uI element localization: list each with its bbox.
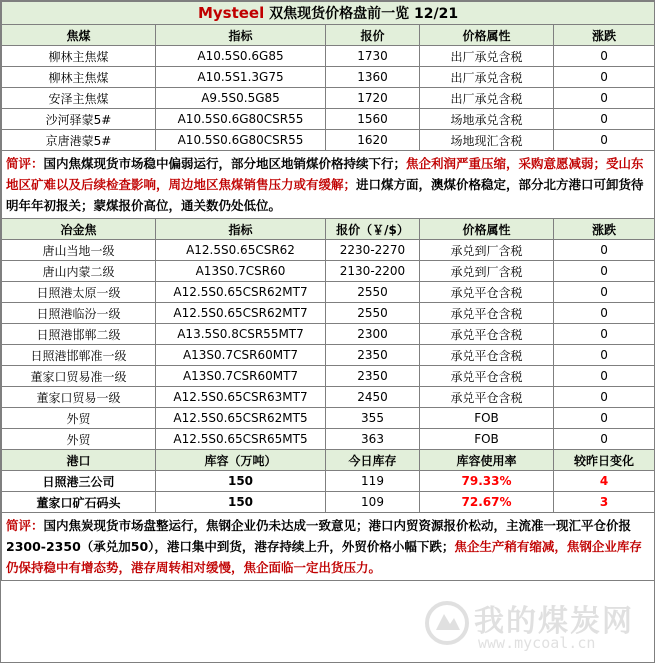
met-row [2, 261, 655, 282]
spec-cell: A13S0.7CSR60MT7 [156, 345, 326, 366]
port-header-stock: 今日库存 [326, 450, 420, 471]
usage-rate-cell: 72.67% [420, 492, 554, 513]
watermark-text: 我的煤炭网 [474, 604, 634, 639]
usage-rate-cell: 79.33% [420, 471, 554, 492]
met-row [2, 408, 655, 429]
port-header-capacity: 库容（万吨） [156, 450, 326, 471]
price-cell: 2550 [326, 282, 420, 303]
coke-header-change: 涨跌 [554, 25, 655, 46]
coke-name-cell: 唐山当地一级 [2, 240, 156, 261]
met-table-body [2, 240, 655, 450]
change-cell: 0 [554, 345, 655, 366]
watermark [416, 596, 636, 656]
price-cell: 1730 [326, 46, 420, 67]
port-name-cell: 日照港三公司 [2, 471, 156, 492]
port-header-name: 港口 [2, 450, 156, 471]
met-row [2, 345, 655, 366]
change-cell: 0 [554, 303, 655, 324]
spec-cell: A10.5S0.6G80CSR55 [156, 109, 326, 130]
price-terms-cell: 承兑平仓含税 [420, 324, 554, 345]
coke-header-row [2, 25, 655, 46]
coke-comment [2, 151, 655, 219]
met-comment [2, 513, 655, 581]
title-text: 双焦现货价格盘前一览 12/21 [264, 6, 459, 22]
price-terms-cell: FOB [420, 429, 554, 450]
coke-name-cell: 日照港太原一级 [2, 282, 156, 303]
coke-name-cell: 外贸 [2, 408, 156, 429]
change-cell: 0 [554, 408, 655, 429]
coke-row [2, 46, 655, 67]
met-comment-label: 简评： [6, 518, 44, 533]
coal-name-cell: 柳林主焦煤 [2, 67, 156, 88]
coal-name-cell: 沙河驿蒙5# [2, 109, 156, 130]
change-cell: 0 [554, 366, 655, 387]
coke-row [2, 109, 655, 130]
price-terms-cell: 场地承兑含税 [420, 109, 554, 130]
met-row [2, 282, 655, 303]
change-cell: 0 [554, 46, 655, 67]
coal-name-cell: 安泽主焦煤 [2, 88, 156, 109]
price-cell: 1720 [326, 88, 420, 109]
price-terms-cell: 承兑到厂含税 [420, 240, 554, 261]
price-terms-cell: 出厂承兑含税 [420, 46, 554, 67]
stock-cell: 109 [326, 492, 420, 513]
spec-cell: A12.5S0.65CSR62 [156, 240, 326, 261]
price-terms-cell: FOB [420, 408, 554, 429]
met-header-spec: 指标 [156, 219, 326, 240]
spec-cell: A9.5S0.5G85 [156, 88, 326, 109]
met-comment-text-1: 国内焦炭现货市场盘整运行，焦钢企业仍未达成一致意见；港口内贸资源报价松动，主流准一现汇平仓价报2300-2350（承兑加50），港口集中到货，港存持续上升，外贸价格小幅下跌； [6, 518, 632, 554]
met-header-price: 报价（￥/$） [326, 219, 420, 240]
met-row [2, 240, 655, 261]
port-row [2, 492, 655, 513]
price-terms-cell: 承兑平仓含税 [420, 366, 554, 387]
capacity-cell: 150 [156, 471, 326, 492]
price-cell: 1360 [326, 67, 420, 88]
port-header-usage: 库容使用率 [420, 450, 554, 471]
price-cell: 2350 [326, 345, 420, 366]
price-terms-cell: 承兑平仓含税 [420, 282, 554, 303]
spec-cell: A12.5S0.65CSR62MT7 [156, 303, 326, 324]
coke-name-cell: 董家口贸易准一级 [2, 366, 156, 387]
change-cell: 0 [554, 324, 655, 345]
price-cell: 2130-2200 [326, 261, 420, 282]
price-cell: 2350 [326, 366, 420, 387]
coke-table-body [2, 46, 655, 151]
coke-name-cell: 日照港临汾一级 [2, 303, 156, 324]
change-cell: 0 [554, 109, 655, 130]
coke-comment-text-2: 焦企利润严重压缩，采购意愿减弱；受山东地区矿难以及后续检查影响，周边地区焦煤销售压力或有缓解； [6, 156, 644, 192]
brand-name: Mysteel [197, 4, 265, 22]
spec-cell: A12.5S0.65CSR65MT5 [156, 429, 326, 450]
met-row [2, 387, 655, 408]
coke-row [2, 67, 655, 88]
price-cell: 1620 [326, 130, 420, 151]
change-cell: 0 [554, 429, 655, 450]
change-cell: 0 [554, 261, 655, 282]
coke-name-cell: 日照港邯郸二级 [2, 324, 156, 345]
change-cell: 0 [554, 240, 655, 261]
spec-cell: A10.5S1.3G75 [156, 67, 326, 88]
stock-cell: 119 [326, 471, 420, 492]
price-terms-cell: 承兑平仓含税 [420, 345, 554, 366]
price-terms-cell: 承兑平仓含税 [420, 303, 554, 324]
change-cell: 0 [554, 88, 655, 109]
price-terms-cell: 承兑平仓含税 [420, 387, 554, 408]
coke-comment-text-3: 进口煤方面，澳煤价格稳定，部分北方港口可卸货待明年年初报关；蒙煤报价高位，通关数仍处低位。 [6, 177, 644, 213]
port-table-body [2, 471, 655, 513]
spec-cell: A10.5S0.6G80CSR55 [156, 130, 326, 151]
spec-cell: A10.5S0.6G85 [156, 46, 326, 67]
met-header-row [2, 219, 655, 240]
daily-change-cell: 4 [554, 471, 655, 492]
coal-name-cell: 京唐港蒙5# [2, 130, 156, 151]
port-name-cell: 董家口矿石码头 [2, 492, 156, 513]
coke-name-cell: 外贸 [2, 429, 156, 450]
price-cell: 2230-2270 [326, 240, 420, 261]
price-terms-cell: 出厂承兑含税 [420, 67, 554, 88]
met-row [2, 429, 655, 450]
met-header-terms: 价格属性 [420, 219, 554, 240]
port-row [2, 471, 655, 492]
price-cell: 363 [326, 429, 420, 450]
daily-change-cell: 3 [554, 492, 655, 513]
price-table [1, 1, 655, 581]
coke-name-cell: 董家口贸易一级 [2, 387, 156, 408]
coke-comment-label: 简评： [6, 156, 44, 171]
capacity-cell: 150 [156, 492, 326, 513]
met-comment-text-2: 焦企生产稍有缩减，焦钢企业库存仍保持稳中有增态势，港存周转相对缓慢，焦企面临一定出货压力。 [6, 539, 642, 575]
coke-header-name: 焦煤 [2, 25, 156, 46]
coke-header-spec: 指标 [156, 25, 326, 46]
spec-cell: A13.5S0.8CSR55MT7 [156, 324, 326, 345]
met-header-name: 冶金焦 [2, 219, 156, 240]
coke-row [2, 88, 655, 109]
change-cell: 0 [554, 67, 655, 88]
price-cell: 355 [326, 408, 420, 429]
spec-cell: A13S0.7CSR60MT7 [156, 366, 326, 387]
price-terms-cell: 出厂承兑含税 [420, 88, 554, 109]
coke-comment-text-1: 国内焦煤现货市场稳中偏弱运行，部分地区地销煤价格持续下行； [43, 156, 407, 171]
coke-header-price: 报价 [326, 25, 420, 46]
price-terms-cell: 场地现汇含税 [420, 130, 554, 151]
spec-cell: A12.5S0.65CSR62MT5 [156, 408, 326, 429]
coal-logo-icon [424, 600, 470, 646]
sheet-title [2, 2, 655, 25]
change-cell: 0 [554, 387, 655, 408]
coke-name-cell: 日照港邯郸准一级 [2, 345, 156, 366]
watermark-url: www.mycoal.cn [478, 634, 596, 652]
spec-cell: A13S0.7CSR60 [156, 261, 326, 282]
price-cell: 2450 [326, 387, 420, 408]
change-cell: 0 [554, 282, 655, 303]
spec-cell: A12.5S0.65CSR62MT7 [156, 282, 326, 303]
met-row [2, 366, 655, 387]
spec-cell: A12.5S0.65CSR63MT7 [156, 387, 326, 408]
coke-name-cell: 唐山内蒙二级 [2, 261, 156, 282]
coal-name-cell: 柳林主焦煤 [2, 46, 156, 67]
port-header-row [2, 450, 655, 471]
met-row [2, 324, 655, 345]
met-row [2, 303, 655, 324]
price-cell: 2550 [326, 303, 420, 324]
price-cell: 1560 [326, 109, 420, 130]
price-terms-cell: 承兑到厂含税 [420, 261, 554, 282]
price-cell: 2300 [326, 324, 420, 345]
coke-row [2, 130, 655, 151]
met-header-change: 涨跌 [554, 219, 655, 240]
port-header-change: 较昨日变化 [554, 450, 655, 471]
change-cell: 0 [554, 130, 655, 151]
coke-header-terms: 价格属性 [420, 25, 554, 46]
